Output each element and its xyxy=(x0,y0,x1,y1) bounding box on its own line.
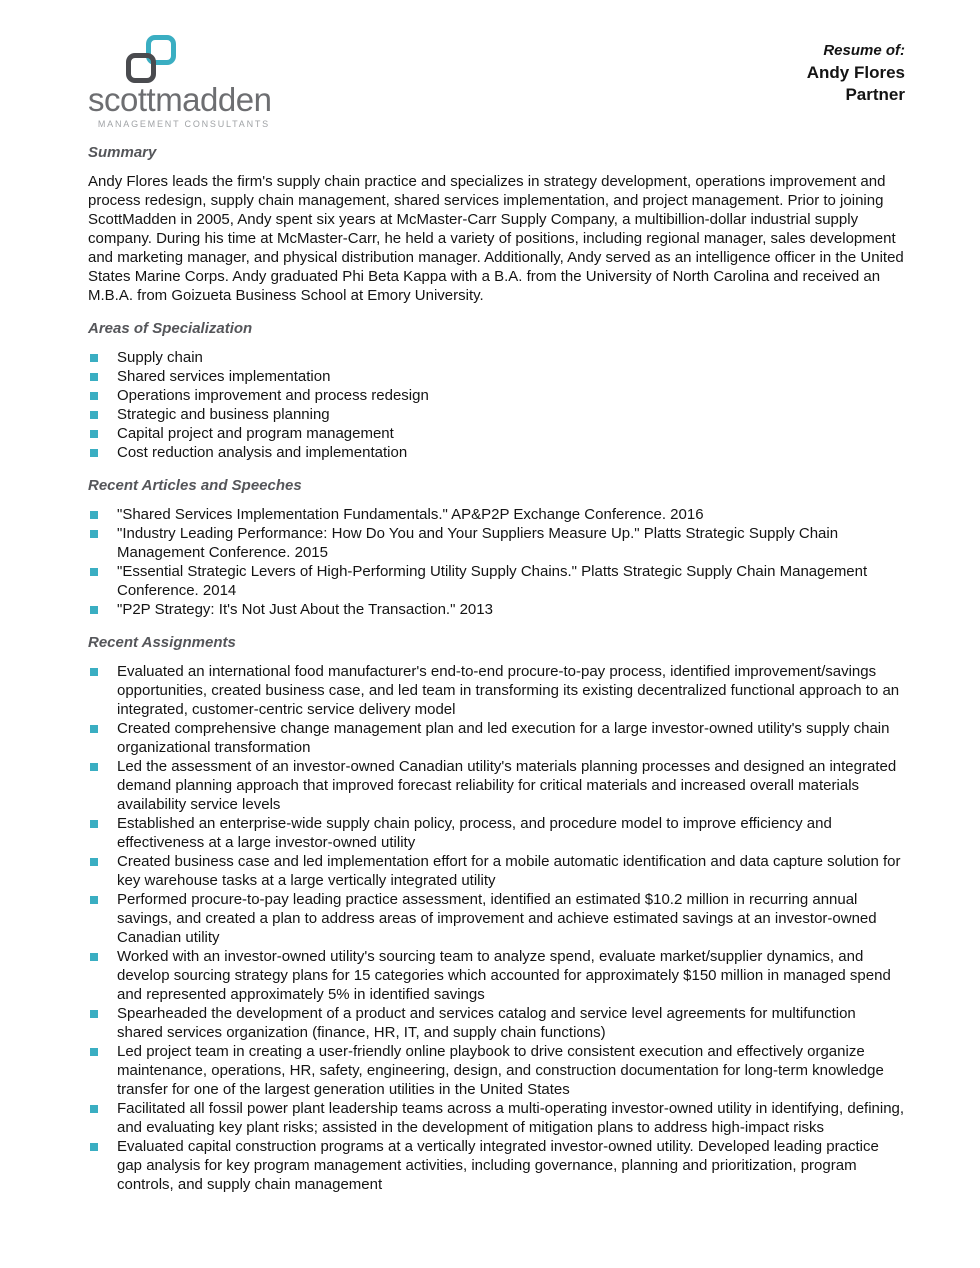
brand-name: scottmadden xyxy=(88,81,272,118)
list-item: Shared services implementation xyxy=(88,367,905,386)
list-item: Strategic and business planning xyxy=(88,405,905,424)
section-summary xyxy=(88,144,905,305)
list-item: Led project team in creating a user-friendly online playbook to drive consistent execution and effectively organize maintenance, operations, HR, safety, engineering, design, and construction documentation for long-term knowledge transfer for one of the largest generation utilities in the United States xyxy=(88,1042,905,1099)
list-item: Operations improvement and process redesign xyxy=(88,386,905,405)
overlapping-squares-icon xyxy=(126,35,176,83)
list-item: Created business case and led implementation effort for a mobile automatic identification and data capture solution for key warehouse tasks at a large vertically integrated utility xyxy=(88,852,905,890)
resume-header-block xyxy=(807,35,905,106)
list-item: Created comprehensive change management plan and led execution for a large investor-owned utility's supply chain organizational transformation xyxy=(88,719,905,757)
brand-logo xyxy=(88,35,388,129)
list-item: "Industry Leading Performance: How Do You and Your Suppliers Measure Up." Platts Strategic Supply Chain Management Conference. 2015 xyxy=(88,524,905,562)
list-item: Worked with an investor-owned utility's sourcing team to analyze spend, evaluate market/supplier dynamics, and develop sourcing strategy plans for 15 categories which accounted for approximately $150 million in managed spend and represented approximately 5% in identified savings xyxy=(88,947,905,1004)
articles-bullet-list xyxy=(88,505,905,619)
list-item: Performed procure-to-pay leading practice assessment, identified an estimated $10.2 million in recurring annual savings, and created a plan to address areas of improvement and achieve estimated savings at an investor-owned Canadian utility xyxy=(88,890,905,947)
list-item: Spearheaded the development of a product and services catalog and service level agreements for multifunction shared services organization (finance, HR, IT, and supply chain functions) xyxy=(88,1004,905,1042)
person-name: Andy Flores xyxy=(806,63,905,82)
resume-of-label: Resume of: xyxy=(823,42,905,59)
section-recent-articles xyxy=(88,477,905,619)
section-recent-assignments xyxy=(88,634,905,1194)
section-areas-of-specialization xyxy=(88,320,905,462)
page-header xyxy=(88,35,905,129)
list-item: Evaluated an international food manufacturer's end-to-end procure-to-pay process, identified improvement/savings opportunities, created business case, and led team in transforming its existing decentralized functional approach to an integrated, customer-centric service delivery model xyxy=(88,662,905,719)
section-heading: Summary xyxy=(88,144,157,161)
section-heading: Areas of Specialization xyxy=(88,320,253,337)
section-heading: Recent Articles and Speeches xyxy=(88,477,302,494)
list-item: "P2P Strategy: It's Not Just About the Transaction." 2013 xyxy=(88,600,905,619)
list-item: "Essential Strategic Levers of High-Performing Utility Supply Chains." Platts Strategic Supply Chain Management Conference. 2014 xyxy=(88,562,905,600)
summary-paragraph: Andy Flores leads the firm's supply chain practice and specializes in strategy development, operations improvement and process redesign, supply chain management, shared services implementation, and project management. Prior to joining ScottMadden in 2005, Andy spent six years at McMaster-Carr Supply Company, a multibillion-dollar industrial supply company. During his time at McMaster-Carr, he held a variety of positions, including regional manager, sales development and marketing manager, and physical distribution manager. Additionally, Andy served as an intelligence officer in the United States Marine Corps. Andy graduated Phi Beta Kappa with a B.A. from the University of North Carolina and received an M.B.A. from Goizueta Business School at Emory University. xyxy=(88,173,904,304)
section-heading: Recent Assignments xyxy=(88,634,236,651)
list-item: Established an enterprise-wide supply chain policy, process, and procedure model to improve efficiency and effectiveness at a large investor-owned utility xyxy=(88,814,905,852)
list-item: Facilitated all fossil power plant leadership teams across a multi-operating investor-owned utility in identifying, defining, and evaluating key plant risks; assisted in the development of mitigation plans to address high-impact risks xyxy=(88,1099,905,1137)
brand-tagline: MANAGEMENT CONSULTANTS xyxy=(97,119,270,129)
list-item: Cost reduction analysis and implementation xyxy=(88,443,905,462)
person-title: Partner xyxy=(845,85,905,104)
areas-bullet-list xyxy=(88,348,905,462)
list-item: Evaluated capital construction programs at a vertically integrated investor-owned utility. Developed leading practice gap analysis for key program management activities, including governance, planning and prioritization, program controls, and supply chain management xyxy=(88,1137,905,1194)
list-item: Supply chain xyxy=(88,348,905,367)
gray-square-icon xyxy=(126,53,156,83)
list-item: "Shared Services Implementation Fundamentals." AP&P2P Exchange Conference. 2016 xyxy=(88,505,905,524)
assignments-bullet-list xyxy=(88,662,905,1194)
list-item: Capital project and program management xyxy=(88,424,905,443)
list-item: Led the assessment of an investor-owned Canadian utility's materials planning processes and designed an integrated demand planning approach that improved forecast reliability for critical materials and increased overall materials availability service levels xyxy=(88,757,905,814)
